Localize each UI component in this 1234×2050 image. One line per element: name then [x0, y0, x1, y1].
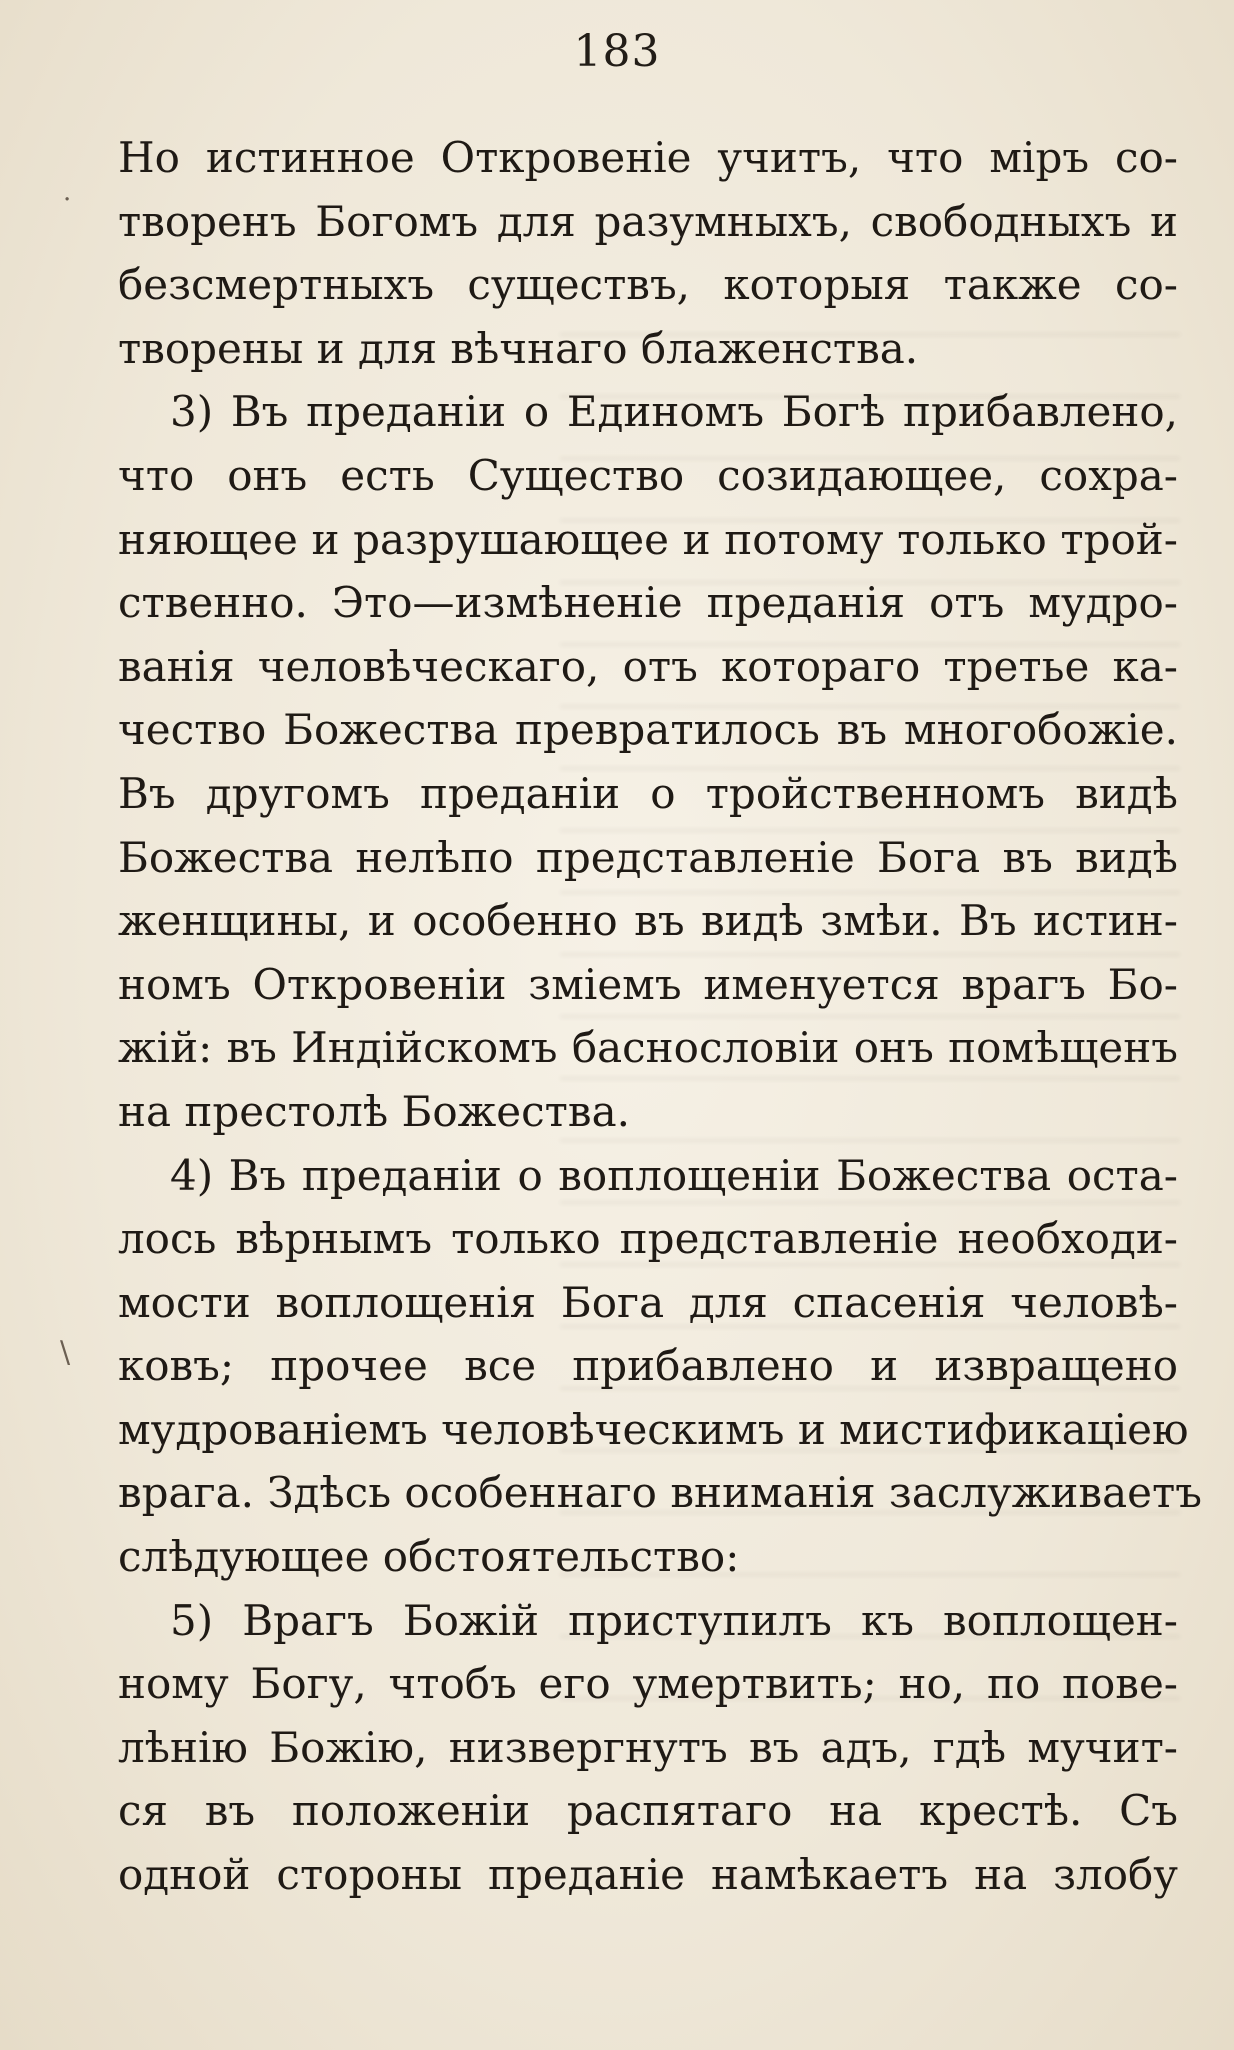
text-line: безсмертныхъ существъ, которыя также со- — [118, 260, 1178, 310]
text-line: лѣнію Божію, низвергнутъ въ адъ, гдѣ мучит- — [118, 1722, 1178, 1772]
text-line: Но истинное Откровеніе учитъ, что міръ со- — [118, 133, 1178, 182]
text-line: одной стороны преданіе намѣкаетъ на злобу — [118, 1850, 1178, 1900]
text-line: творены и для вѣчнаго блаженства. — [118, 323, 919, 373]
text-line: 3) Въ преданіи о Единомъ Богѣ прибавлено, — [170, 387, 1178, 437]
text-line: мудрованіемъ человѣческимъ и мистификаціею — [118, 1404, 1189, 1454]
text-line: на престолѣ Божества. — [118, 1086, 630, 1136]
text-line: жій: въ Индійскомъ баснословіи онъ помѣщенъ — [118, 1023, 1178, 1073]
text-line: слѣдующее обстоятельство: — [118, 1532, 740, 1582]
text-line: ственно. Это—измѣненіе преданія отъ мудро- — [118, 578, 1178, 628]
text-line: женщины, и особенно въ видѣ змѣи. Въ истин- — [118, 896, 1178, 946]
text-line: творенъ Богомъ для разумныхъ, свободныхъ и — [118, 196, 1178, 246]
text-line: чество Божества превратилось въ многобожіе. — [118, 705, 1178, 755]
text-line: 5) Врагъ Божій приступилъ къ воплощен- — [170, 1595, 1178, 1645]
text-line: ковъ; прочее все прибавлено и извращено — [118, 1341, 1178, 1391]
text-line: мости воплощенія Бога для спасенія человѣ- — [118, 1277, 1178, 1327]
text-line: ся въ положеніи распятаго на крестѣ. Съ — [118, 1786, 1178, 1836]
text-line: Въ другомъ преданіи о тройственномъ видѣ — [118, 768, 1178, 818]
text-line: что онъ есть Существо созидающее, сохра- — [118, 450, 1178, 500]
page-number: 183 — [573, 26, 661, 77]
text-line: лось вѣрнымъ только представленіе необходи- — [118, 1214, 1178, 1264]
text-line: врага. Здѣсь особеннаго вниманія заслуживаетъ — [118, 1468, 1202, 1518]
stray-dot-mark: · — [63, 185, 72, 215]
text-line: ванія человѣческаго, отъ котораго третье ка- — [118, 641, 1178, 691]
stray-backslash-mark: \ — [60, 1335, 71, 1370]
text-line: ному Богу, чтобъ его умертвить; но, по пове- — [118, 1659, 1178, 1709]
text-line: Божества нелѣпо представленіе Бога въ видѣ — [118, 832, 1178, 882]
text-line: 4) Въ преданіи о воплощеніи Божества оста- — [170, 1150, 1178, 1200]
text-line: номъ Откровеніи зміемъ именуется врагъ Бо- — [118, 959, 1178, 1009]
text-line: няющее и разрушающее и потому только трой- — [118, 514, 1178, 564]
body-text — [118, 126, 1202, 1907]
